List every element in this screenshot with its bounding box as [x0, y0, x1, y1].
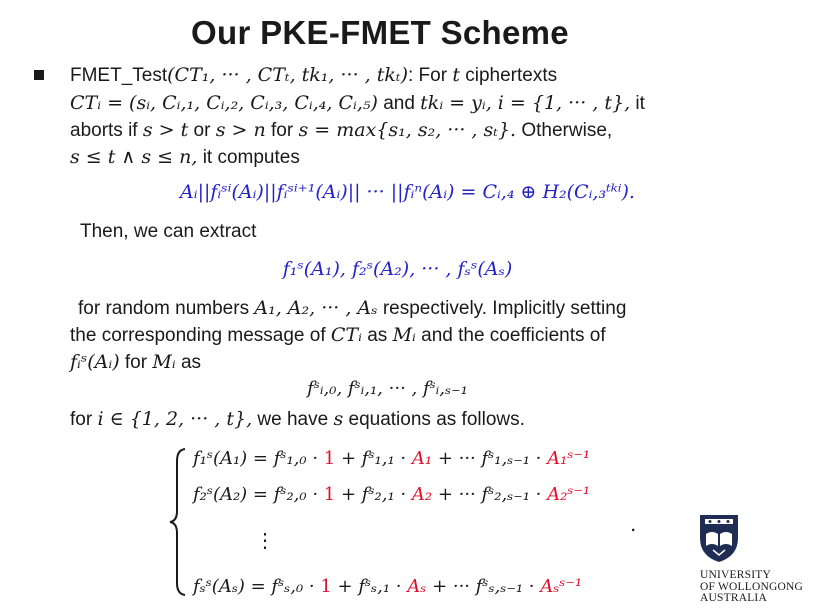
fmet-test-end: ciphertexts: [465, 65, 558, 86]
bullet-square-icon: [34, 70, 44, 80]
text-random-b: respectively. Implicitly setting: [382, 298, 627, 319]
equation-extract: f₁ˢ(A₁), f₂ˢ(A₂), ··· , fₛˢ(Aₛ): [282, 258, 513, 280]
equation-hash-chain: Aᵢ||fᵢˢⁱ(Aᵢ)||fᵢˢⁱ⁺¹(Aᵢ)|| ··· ||fᵢⁿ(Aᵢ) = Cᵢ,₄ ⊕ H₂(Cᵢ,₃ᵗᵏⁱ).: [180, 181, 635, 203]
university-line-2: OF WOLLONGONG: [700, 580, 804, 593]
row2-pow: A₂ˢ⁻¹: [547, 484, 591, 505]
math-cond-and: s ≤ t ∧ s ≤ n,: [70, 146, 198, 168]
row1-mid: + fˢ₁,₁ ·: [340, 448, 407, 469]
university-crest-icon: [697, 512, 741, 564]
fmet-test-args: (CT₁, ··· , CTₜ, tk₁, ··· , tkₜ): [167, 64, 408, 86]
text-fori-a: for: [70, 409, 93, 430]
math-random-vars: A₁, A₂, ··· , Aₛ: [254, 297, 378, 319]
math-cti: CTᵢ: [330, 324, 362, 346]
line-random-numbers: [78, 297, 626, 320]
line-corresponding: [70, 324, 606, 347]
row1-one: 1: [323, 448, 336, 469]
row2-dots: + ··· fˢ₂,ₛ₋₁ ·: [437, 484, 542, 505]
text-otherwise: Otherwise,: [521, 120, 613, 141]
var-t: t: [452, 64, 460, 86]
text-fori-c: equations as follows.: [348, 409, 525, 430]
math-mi: Mᵢ: [392, 324, 416, 346]
equation-coefficients: fˢᵢ,₀, fˢᵢ,₁, ··· , fˢᵢ,ₛ₋₁: [307, 378, 468, 399]
row3-one: 1: [320, 576, 332, 597]
text-it: it: [635, 93, 645, 114]
row3-lhs: fₛˢ(Aₛ) = fˢₛ,₀ ·: [193, 576, 315, 597]
row1-dots: + ··· fˢ₁,ₛ₋₁ ·: [437, 448, 542, 469]
text-it-computes: it computes: [202, 147, 300, 168]
math-fis: fᵢˢ(Aᵢ): [70, 351, 120, 373]
text-corr-as: as: [367, 325, 388, 346]
math-s: s: [333, 408, 344, 430]
slide-title: Our PKE-FMET Scheme: [191, 14, 569, 51]
math-fis-mi: Mᵢ: [152, 351, 176, 373]
math-cond1: s > t: [142, 119, 189, 141]
university-name: [700, 570, 803, 605]
row1-lhs: f₁ˢ(A₁) = fˢ₁,₀ ·: [193, 448, 319, 469]
row1-pow: A₁ˢ⁻¹: [547, 448, 591, 469]
fmet-test-name: FMET_Test: [70, 65, 168, 86]
row3-dots: + ··· fˢₛ,ₛ₋₁ ·: [432, 576, 535, 597]
line-abort-condition: [70, 119, 612, 142]
text-then-extract: Then, we can extract: [80, 221, 257, 242]
row2-lhs: f₂ˢ(A₂) = fˢ₂,₀ ·: [193, 484, 319, 505]
system-row-s: [193, 576, 582, 597]
math-cond2: s > n: [215, 119, 266, 141]
text-or: or: [193, 120, 211, 141]
row3-mid: + fˢₛ,₁ ·: [337, 576, 402, 597]
university-line-3: AUSTRALIA: [700, 592, 767, 604]
text-for: for: [271, 120, 294, 141]
row2-one: 1: [323, 484, 336, 505]
math-ct-def: CTᵢ = (sᵢ, Cᵢ,₁, Cᵢ,₂, Cᵢ,₃, Cᵢ,₄, Cᵢ,₅): [70, 92, 378, 114]
line-ciphertext-def: [70, 92, 645, 115]
system-vdots: ⋮: [255, 528, 275, 552]
text-and: and: [383, 93, 415, 114]
text-fis-for: for: [124, 352, 148, 373]
line-for-i: [70, 408, 525, 431]
system-period: .: [630, 512, 637, 536]
line-fis-for: [70, 351, 201, 374]
math-i-set: i ∈ {1, 2, ··· , t},: [97, 408, 253, 430]
row3-a: Aₛ: [407, 576, 427, 597]
text-random-a: for random numbers: [78, 298, 250, 319]
system-row-2: [193, 484, 590, 505]
text-fis-as: as: [180, 352, 202, 373]
row3-pow: Aₛˢ⁻¹: [540, 576, 583, 597]
math-max: s = max{s₁, s₂, ··· , sₜ}.: [298, 119, 517, 141]
row2-a: A₂: [411, 484, 433, 505]
row1-a: A₁: [411, 448, 433, 469]
line-fmet-intro: [70, 64, 557, 87]
fmet-test-tail: : For: [407, 65, 448, 86]
university-line-1: UNIVERSITY: [700, 569, 771, 581]
math-tk-def: tkᵢ = yᵢ, i = {1, ··· , t},: [420, 92, 631, 114]
text-corr-a: the corresponding message of: [70, 325, 326, 346]
system-row-1: [193, 448, 590, 469]
text-corr-b: and the coefficients of: [421, 325, 606, 346]
text-fori-b: we have: [257, 409, 329, 430]
left-brace-icon: [168, 447, 188, 597]
row2-mid: + fˢ₂,₁ ·: [340, 484, 407, 505]
line-computes: [70, 146, 300, 169]
text-aborts-if: aborts if: [70, 120, 138, 141]
